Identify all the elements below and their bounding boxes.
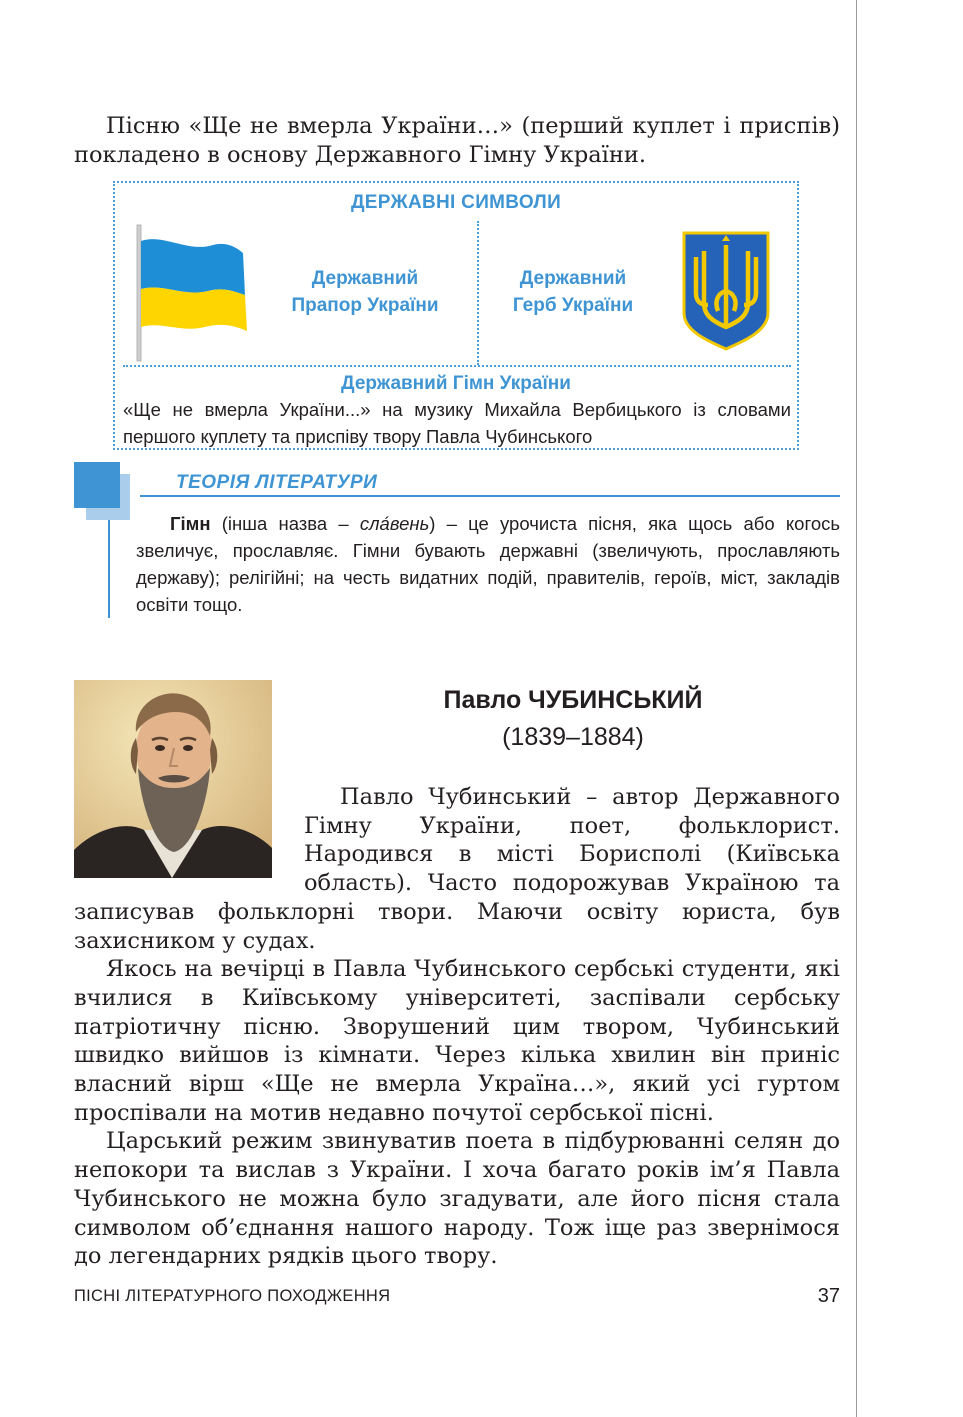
bio-paragraph-1: Павло Чубинський – автор Державного Гімну України, поет, фольклорист. Народився в місті Борисполі (Київська область). Часто подорожував Україною та записував фольклорні твори. Маючи освіту юриста, був захисником у судах.: [74, 784, 840, 954]
coat-of-arms-label: [493, 265, 653, 319]
theory-definition-text: ) – це урочиста пісня, яка щось або когось звеличує, прославляє. Гімни бувають державні (звеличують, прославляють державу); релігійні; на честь видатних подій, правителів, героїв, міст, закладів освіти тощо.: [136, 513, 840, 615]
theory-definition: [136, 510, 840, 618]
flag-label-line2: Прапор України: [291, 295, 439, 316]
biography-text: [74, 783, 840, 1271]
page-number: 37: [817, 1285, 840, 1307]
theory-marker-square: [74, 462, 120, 508]
footer-section-title: ПІСНІ ЛІТЕРАТУРНОГО ПОХОДЖЕННЯ: [74, 1287, 391, 1305]
theory-underline: [140, 495, 840, 497]
state-symbols-box: [113, 181, 799, 450]
author-years: (1839–1884): [502, 723, 644, 751]
flag-label-line1: Державний: [311, 268, 419, 289]
theory-term: Гімн: [170, 513, 211, 534]
anthem-title: Державний Гімн України: [341, 373, 571, 394]
intro-paragraph: Пісню «Ще не вмерла України…» (перший куплет і приспів) покладено в основу Державного Гімну України.: [74, 113, 840, 168]
flag-label: [270, 265, 460, 319]
ukraine-flag-image: [133, 223, 251, 363]
horizontal-divider: [123, 365, 791, 367]
theory-vertical-line: [108, 520, 110, 618]
coat-of-arms-image: [682, 231, 770, 351]
bio-paragraph-2: Якось на вечірці в Павла Чубинського сербські студенти, які вчилися в Київському університеті, заспівали сербську патріотичну пісню. Зворушений цим твором, Чубинський швидко вийшов із кімнати. Через кілька хвилин він приніс власний вірш «Ще не вмерла Україна…», який усі гуртом проспівали на мотив недавно почутої сербської пісні.: [74, 956, 840, 1126]
coat-label-line2: Герб України: [512, 295, 634, 316]
coat-label-line1: Державний: [519, 268, 627, 289]
bio-paragraph-3: Царський режим звинуватив поета в підбурюванні селян до непокори та вислав з України. І хоча багато років ім’я Павла Чубинського не можна було згадувати, але його пісня стала символом об’єднання нашого народу. Тож іще раз звернімося до легендарних рядків цього твору.: [74, 1128, 840, 1270]
symbols-title: ДЕРЖАВНІ СИМВОЛИ: [350, 192, 562, 213]
anthem-description: «Ще не вмерла України...» на музику Михайла Вербицького із словами першого куплету та приспіву твору Павла Чубинського: [123, 399, 791, 447]
theory-title: ТЕОРІЯ ЛІТЕРАТУРИ: [176, 472, 378, 493]
page-edge-line: [856, 0, 857, 1417]
theory-synonym: сла́вень: [359, 513, 430, 534]
vertical-divider: [477, 221, 479, 365]
author-name: Павло ЧУБИНСЬКИЙ: [443, 686, 703, 714]
theory-pre-synonym: (інша назва –: [210, 513, 360, 534]
portrait-spacer: [74, 783, 304, 897]
